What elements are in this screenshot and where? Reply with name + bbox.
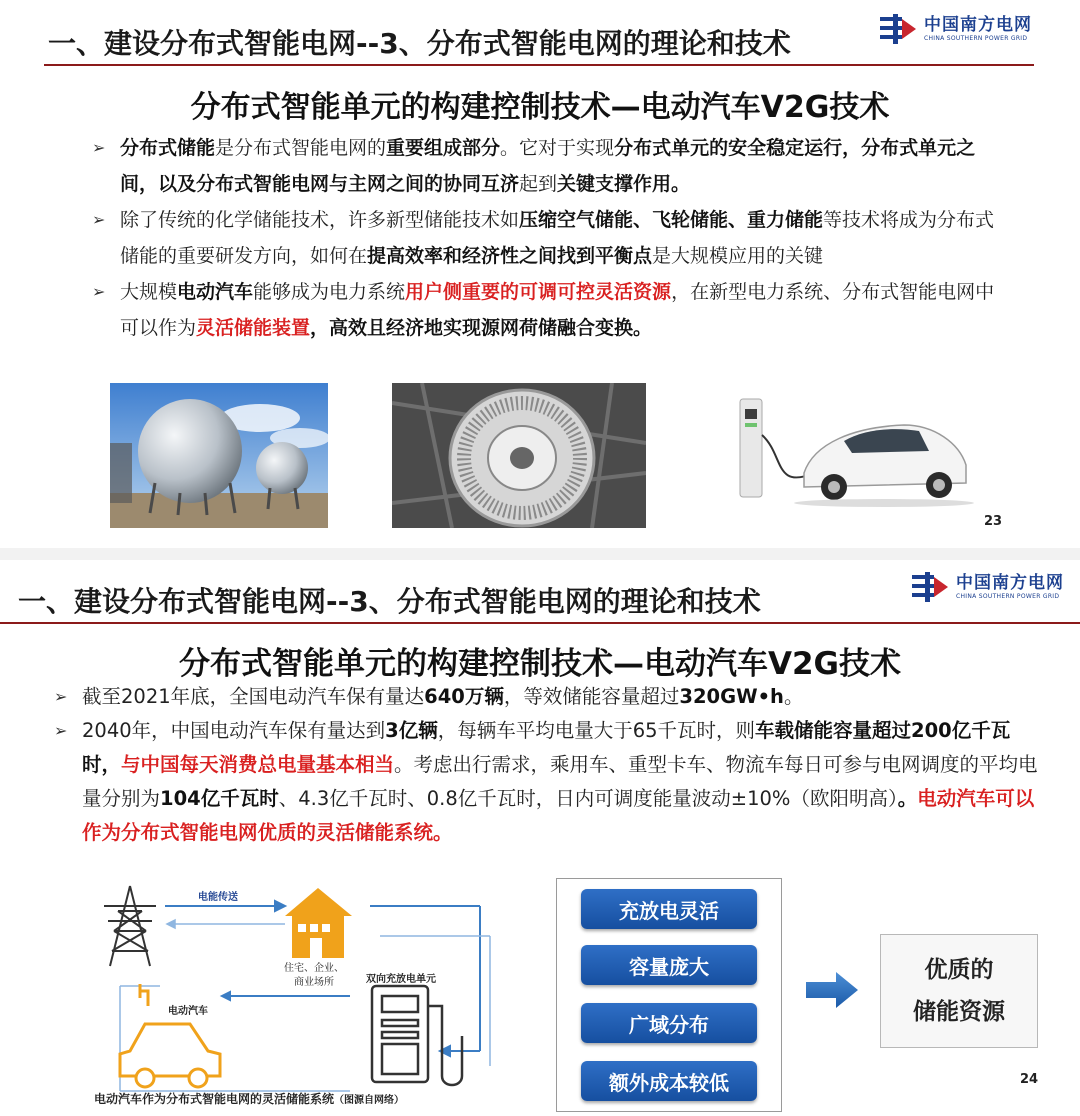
charger-icon <box>372 986 462 1085</box>
company-logo <box>912 572 1064 602</box>
slide-separator <box>0 548 1080 560</box>
label-transmission: 电能传送 <box>198 892 238 903</box>
company-logo <box>880 14 1032 44</box>
bullet-text: 压缩空气储能、飞轮储能、重力储能 <box>519 209 824 231</box>
logo-english-name: CHINA SOUTHERN POWER GRID <box>956 592 1060 600</box>
bullet-arrow-icon: ➢ <box>92 210 106 229</box>
photo-ev-charging <box>734 395 974 510</box>
bullet-text: 与中国每天消费总电量基本相当 <box>121 753 395 776</box>
header-divider <box>0 622 1080 624</box>
result-line2: 储能资源 <box>913 999 1005 1025</box>
slide-24 <box>0 560 1080 1116</box>
bullet-text: 。考虑出行需求，乘用车、重型卡车、物流车每日可参与电网调度的平均电量分别为 <box>82 753 1038 810</box>
bullet-text: 截至2021年底，全国电动汽车保有量达 <box>82 685 425 708</box>
bullet-text: 是分布式智能电网的 <box>215 137 387 159</box>
bullet-text: 分布式单元的安全稳定运行，分布式单元之间，以及分布式智能电网与主网之间的协同互济 <box>120 137 976 195</box>
slide-header-title: 一、建设分布式智能电网--3、分布式智能电网的理论和技术 <box>18 585 761 618</box>
bullet-item <box>92 202 1002 274</box>
bullet-item <box>92 130 1002 202</box>
bullet-text: 关键支撑作用。 <box>557 173 691 195</box>
bullet-text: 大规模 <box>120 281 178 303</box>
photo-compressed-air-tanks <box>110 383 328 528</box>
bullet-text: 用户侧重要的可调可控灵活资源 <box>405 281 672 303</box>
bullet-text: 320GW•h <box>679 685 784 708</box>
logo-english-name: CHINA SOUTHERN POWER GRID <box>924 34 1028 42</box>
house-icon <box>285 888 352 958</box>
caption-source: （图源自网络） <box>334 1095 405 1106</box>
logo-icon <box>880 14 918 44</box>
logo-chinese-name: 中国南方电网 <box>924 14 1032 35</box>
bullet-text: 640万辆 <box>424 685 504 708</box>
bullet-text: 除了传统的化学储能技术，许多新型储能技术如 <box>120 209 520 231</box>
bullet-text: 2040年，中国电动汽车保有量达到 <box>82 719 386 742</box>
features-box <box>556 878 782 1112</box>
label-home-line2: 商业场所 <box>294 977 334 988</box>
bullet-text: ，等效储能容量超过 <box>503 685 680 708</box>
label-home <box>284 962 344 990</box>
feature-pill: 广域分布 <box>581 1003 757 1043</box>
bullet-text: 重要组成部分 <box>386 137 501 159</box>
bullet-text: 。它对于实现 <box>500 137 615 159</box>
bullet-item <box>54 680 1044 714</box>
bullet-list <box>92 130 1002 346</box>
slide-header-title: 一、建设分布式智能电网--3、分布式智能电网的理论和技术 <box>48 27 791 60</box>
page-number: 23 <box>984 514 1003 529</box>
bullet-arrow-icon: ➢ <box>92 138 106 157</box>
header-divider <box>44 64 1034 66</box>
bullet-item <box>92 274 1002 346</box>
slide-subtitle: 分布式智能单元的构建控制技术—电动汽车V2G技术 <box>190 90 890 125</box>
bullet-text: 车载储能容量超过200亿千瓦时， <box>82 719 1011 776</box>
right-arrow-icon <box>806 970 860 1010</box>
label-ev: 电动汽车 <box>168 1006 208 1017</box>
photo-flywheel <box>392 383 646 528</box>
page-number: 24 <box>1020 1072 1039 1087</box>
bullet-arrow-icon: ➢ <box>92 282 106 301</box>
bullet-text: ，高效且经济地实现源网荷储融合变换。 <box>310 317 653 339</box>
bullet-text: 电动汽车可以作为分布式智能电网优质的灵活储能系统。 <box>82 787 1035 844</box>
feature-pill: 充放电灵活 <box>581 889 757 929</box>
bullet-text: 等技术将成为分布式储能的重要研发方向，如何在 <box>120 209 995 267</box>
diagram-caption <box>94 1090 404 1107</box>
bullet-text: 分布式储能 <box>120 137 216 159</box>
bullet-text: 提高效率和经济性之间找到平衡点 <box>367 245 653 267</box>
bullet-list <box>54 680 1044 850</box>
label-charger: 双向充放电单元 <box>366 974 436 985</box>
logo-icon <box>912 572 950 602</box>
bullet-text: ，在新型电力系统、分布式智能电网中可以作为 <box>120 281 995 339</box>
bullet-text: 、4.3亿千瓦时、0.8亿千瓦时，日内可调度能量波动±10%（欧阳明高） <box>278 787 898 810</box>
bullet-text: 灵活储能装置 <box>196 317 311 339</box>
result-line1: 优质的 <box>924 957 994 983</box>
ev-car-icon <box>120 984 220 1087</box>
v2g-diagram <box>90 876 510 1112</box>
label-home-line1: 住宅、企业、 <box>284 963 344 974</box>
slide-subtitle: 分布式智能单元的构建控制技术—电动汽车V2G技术 <box>178 646 901 682</box>
feature-pill: 额外成本较低 <box>581 1061 757 1101</box>
bullet-text: 。 <box>897 787 918 810</box>
bullet-text: ，每辆车平均电量大于65千瓦时，则 <box>437 719 756 742</box>
logo-chinese-name: 中国南方电网 <box>956 572 1064 593</box>
bullet-text: 。 <box>783 685 804 708</box>
bullet-text: 能够成为电力系统 <box>253 281 406 303</box>
bullet-text: 是大规模应用的关键 <box>652 245 824 267</box>
bullet-text: 3亿辆 <box>385 719 438 742</box>
quality-resource-box <box>880 934 1038 1048</box>
bullet-arrow-icon: ➢ <box>54 687 68 706</box>
bullet-arrow-icon: ➢ <box>54 721 68 740</box>
transmission-tower-icon <box>104 886 156 966</box>
bullet-text: 104亿千瓦时 <box>160 787 279 810</box>
bullet-text: 电动汽车 <box>177 281 254 303</box>
bullet-item <box>54 714 1044 850</box>
feature-pill: 容量庞大 <box>581 945 757 985</box>
bullet-text: 起到 <box>519 173 558 195</box>
caption-text: 电动汽车作为分布式智能电网的灵活储能系统 <box>94 1092 335 1106</box>
